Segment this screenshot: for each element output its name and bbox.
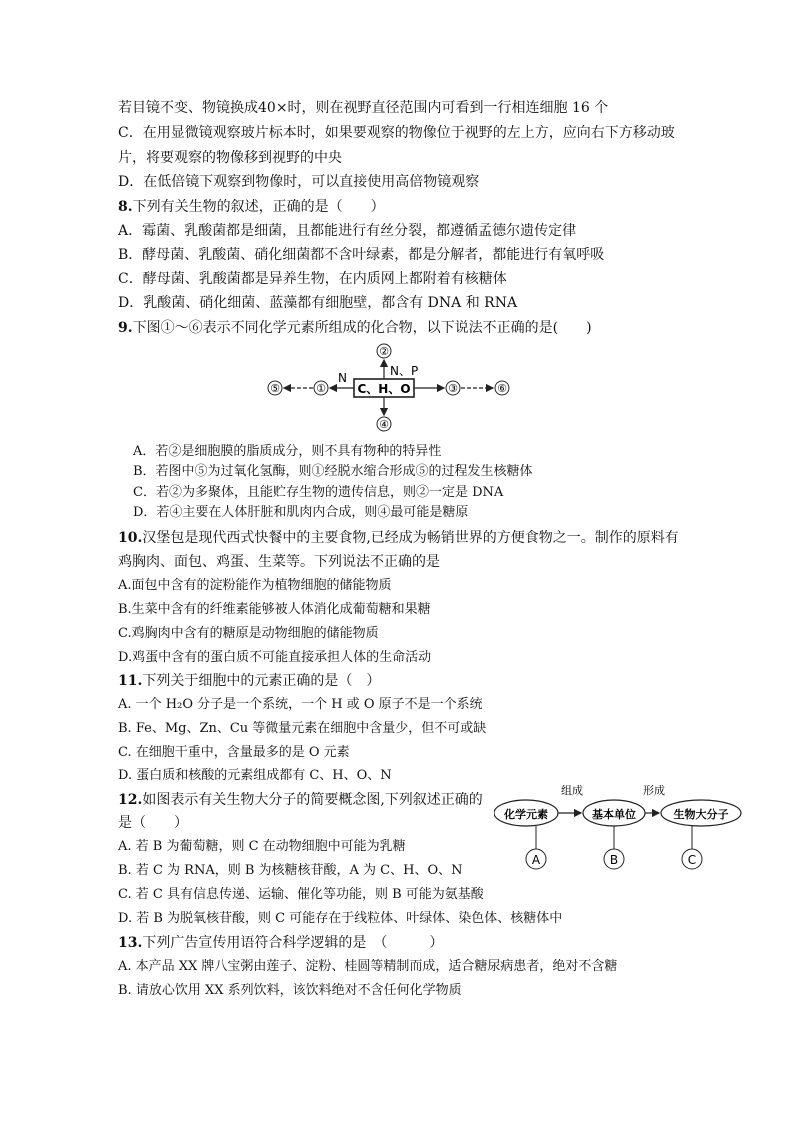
question-number: 11. — [118, 673, 143, 689]
circle-a-label: A — [531, 853, 541, 867]
option-c: C.鸡胸肉中含有的糖原是动物细胞的储能物质 — [118, 626, 379, 641]
question-text: 下列关于细胞中的元素正确的是（ ） — [142, 673, 381, 689]
question-9 — [118, 318, 592, 338]
arrow-label-form: 形成 — [643, 784, 665, 797]
option-c: C．酵母菌、乳酸菌都是异养生物，在内质网上都附着有核糖体 — [118, 271, 507, 287]
node-3-label: ③ — [448, 382, 458, 395]
question-text: 下列广告宣传用语符合科学逻辑的是 （ ） — [142, 935, 444, 951]
option-a: A．霉菌、乳酸菌都是细菌，且都能进行有丝分裂，都遵循孟德尔遗传定律 — [118, 223, 577, 239]
arrow-label-compose: 组成 — [561, 784, 583, 797]
box-basic-unit-label: 基本单位 — [592, 808, 636, 821]
question-text: 汉堡包是现代西式快餐中的主要食物,已经成为畅销世界的方便食物之一。制作的原料有 — [142, 530, 679, 546]
option-c: C. 若 C 具有信息传递、运输、催化等功能，则 B 可能为氨基酸 — [118, 887, 484, 902]
option-b: B．酵母菌、乳酸菌、硝化细菌都不含叶绿素，都是分解者，都能进行有氧呼吸 — [118, 247, 605, 263]
node-1-label: ① — [316, 382, 326, 395]
label-n: N — [338, 371, 347, 385]
option-d: D．若④主要在人体肝脏和肌肉内合成，则④最可能是糖原 — [133, 505, 469, 520]
option-d: D．乳酸菌、硝化细菌、蓝藻都有细胞壁，都含有 DNA 和 RNA — [118, 295, 518, 311]
text-line: 片，将要观察的物像移到视野的中央 — [118, 150, 342, 166]
question-10 — [118, 528, 679, 548]
option-b: B. 若 C 为 RNA，则 B 为核糖核苷酸，A 为 C、H、O、N — [118, 863, 463, 878]
circle-b-label: B — [609, 853, 619, 867]
node-2-label: ② — [379, 345, 389, 358]
option-b: B. Fe、Mg、Zn、Cu 等微量元素在细胞中含量少，但不可或缺 — [118, 721, 487, 736]
macromolecule-concept-map — [494, 778, 744, 874]
question-11 — [118, 671, 380, 691]
circle-c-label: C — [687, 853, 697, 867]
option-c: C．在用显微镜观察玻片标本时，如果要观察的物像位于视野的左上方，应向右下方移动玻 — [118, 125, 675, 141]
question-number: 12. — [118, 792, 143, 808]
option-a: A. 本产品 XX 牌八宝粥由莲子、淀粉、桂圆等精制而成，适合糖尿病患者，绝对不含糖 — [118, 959, 618, 974]
option-c: C．若②为多聚体，且能贮存生物的遗传信息，则②一定是 DNA — [133, 485, 504, 500]
option-b: B.生菜中含有的纤维素能够被人体消化成葡萄糖和果糖 — [118, 602, 431, 617]
label-np: N、P — [390, 364, 419, 378]
option-d: D.鸡蛋中含有的蛋白质不可能直接承担人体的生命活动 — [118, 650, 432, 665]
node-6-label: ⑥ — [497, 382, 507, 395]
question-number: 13. — [118, 935, 143, 951]
box-macromolecule-label: 生物大分子 — [673, 808, 729, 821]
question-8 — [118, 197, 385, 217]
node-4-label: ④ — [379, 418, 389, 431]
option-b: B. 请放心饮用 XX 系列饮料，该饮料绝对不含任何化学物质 — [118, 983, 462, 998]
question-number: 8. — [118, 199, 133, 215]
box-chemical-elements-label: 化学元素 — [504, 808, 548, 821]
option-c: C. 在细胞干重中，含量最多的是 O 元素 — [118, 745, 350, 760]
question-text: 是（ ） — [118, 815, 188, 831]
option-d: D. 若 B 为脱氧核苷酸，则 C 可能存在于线粒体、叶绿体、染色体、核糖体中 — [118, 911, 563, 926]
center-label: C、H、O — [357, 382, 411, 396]
option-a: A.面包中含有的淀粉能作为植物细胞的储能物质 — [118, 578, 392, 593]
question-text: 如图表示有关生物大分子的简要概念图,下列叙述正确的 — [142, 792, 483, 808]
text-line: 若目镜不变、物镜换成40×时，则在视野直径范围内可看到一行相连细胞 16 个 — [118, 100, 609, 116]
option-a: A. 一个 H₂O 分子是一个系统，一个 H 或 O 原子不是一个系统 — [118, 697, 483, 712]
node-5-label: ⑤ — [270, 382, 280, 395]
option-a: A．若②是细胞膜的脂质成分，则不具有物种的特异性 — [133, 444, 442, 459]
question-text: 下图①～⑥表示不同化学元素所组成的化合物，以下说法不正确的是( ) — [132, 320, 592, 336]
question-13 — [118, 933, 443, 953]
element-compound-diagram — [262, 342, 522, 434]
question-number: 10. — [118, 530, 143, 546]
question-text: 鸡胸肉、面包、鸡蛋、生菜等。下列说法不正确的是 — [118, 554, 440, 570]
option-b: B．若图中⑤为过氧化氢酶，则①经脱水缩合形成⑤的过程发生核糖体 — [133, 464, 533, 479]
question-number: 9. — [118, 320, 133, 336]
option-d: D. 蛋白质和核酸的元素组成都有 C、H、O、N — [118, 768, 392, 783]
question-12 — [118, 790, 483, 810]
option-d: D．在低倍镜下观察到物像时，可以直接使用高倍物镜观察 — [118, 174, 480, 190]
option-a: A. 若 B 为葡萄糖，则 C 在动物细胞中可能为乳糖 — [118, 839, 406, 854]
question-text: 下列有关生物的叙述，正确的是（ ） — [132, 199, 385, 215]
